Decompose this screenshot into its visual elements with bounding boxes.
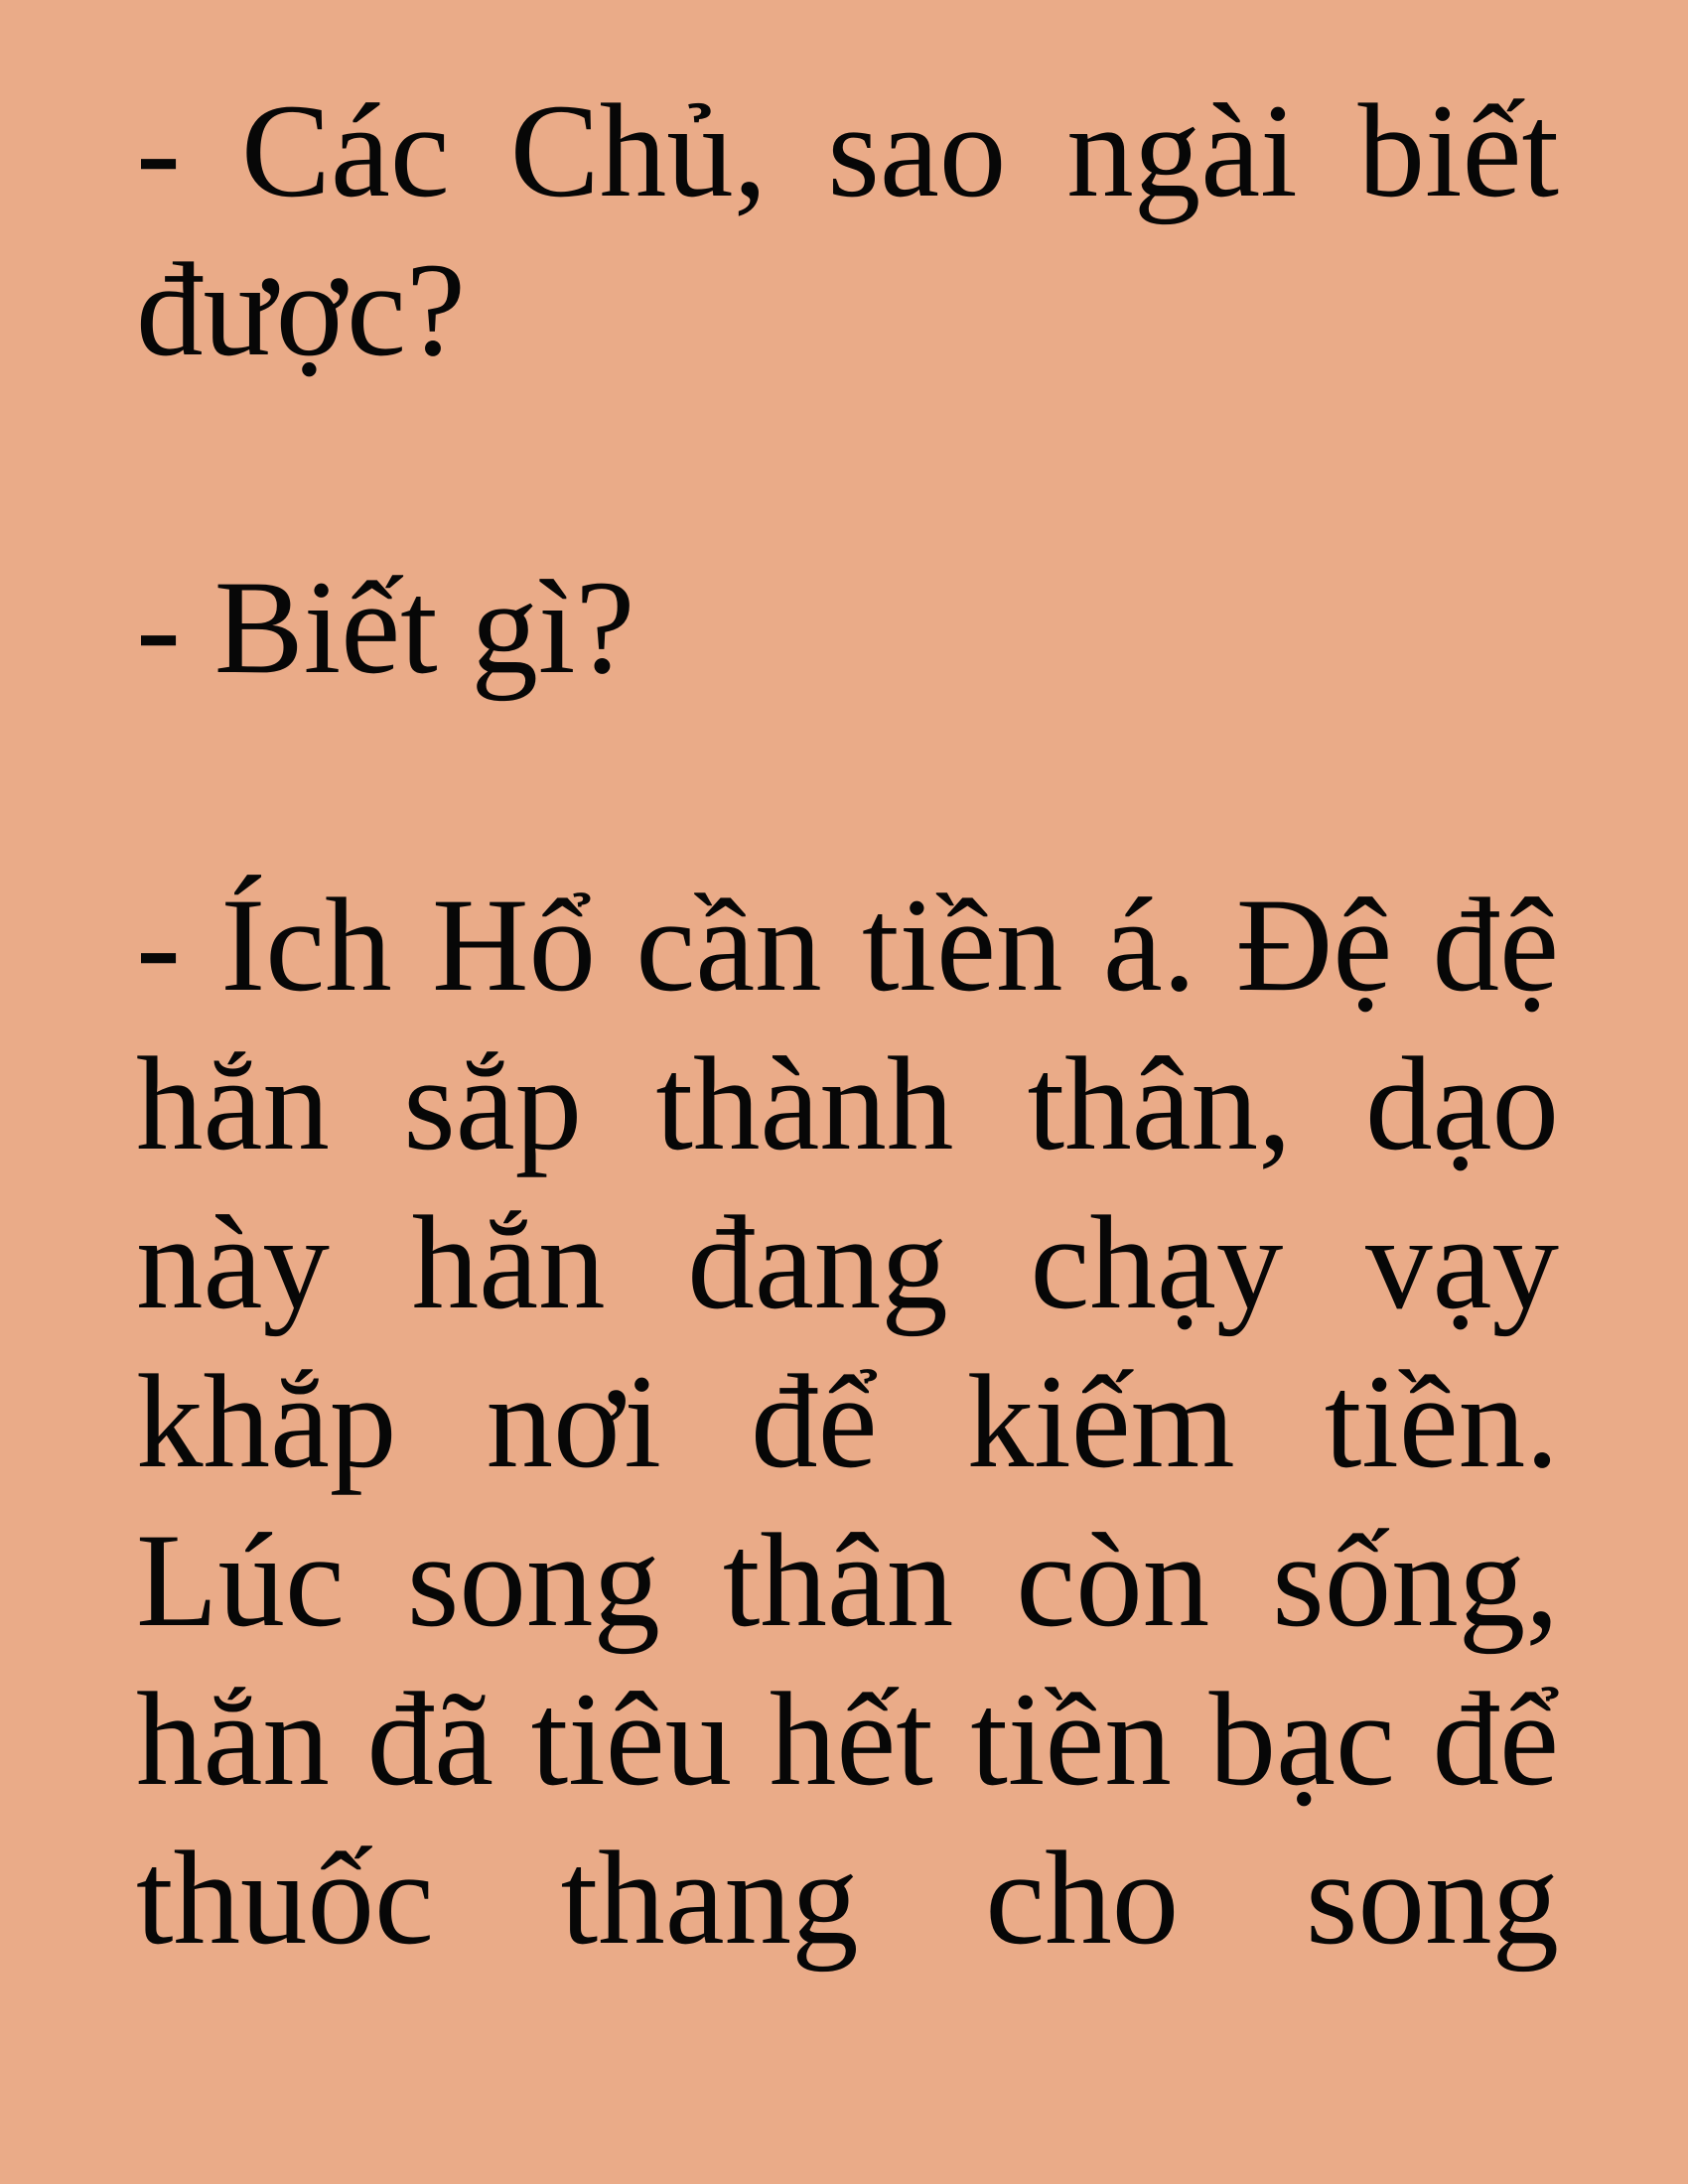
- text-line: - Biết gì?: [136, 554, 635, 702]
- text-line: này hắn đang chạy vạy: [136, 1189, 1559, 1337]
- text-line: - Các Chủ, sao ngài biết: [136, 77, 1559, 225]
- text-line: Lúc song thân còn sống,: [136, 1507, 1559, 1655]
- text-line: thuốc thang cho song: [136, 1825, 1559, 1973]
- paragraph-2: [136, 549, 1559, 708]
- text-line: khắp nơi để kiếm tiền.: [136, 1348, 1559, 1496]
- paragraph-1: [136, 72, 1559, 390]
- text-line: hắn đã tiêu hết tiền bạc để: [136, 1666, 1559, 1814]
- text-line: được?: [136, 236, 466, 384]
- text-line: hắn sắp thành thân, dạo: [136, 1030, 1559, 1178]
- paragraph-3: [136, 867, 1559, 1979]
- text-line: - Ích Hổ cần tiền á. Đệ đệ: [136, 872, 1559, 1020]
